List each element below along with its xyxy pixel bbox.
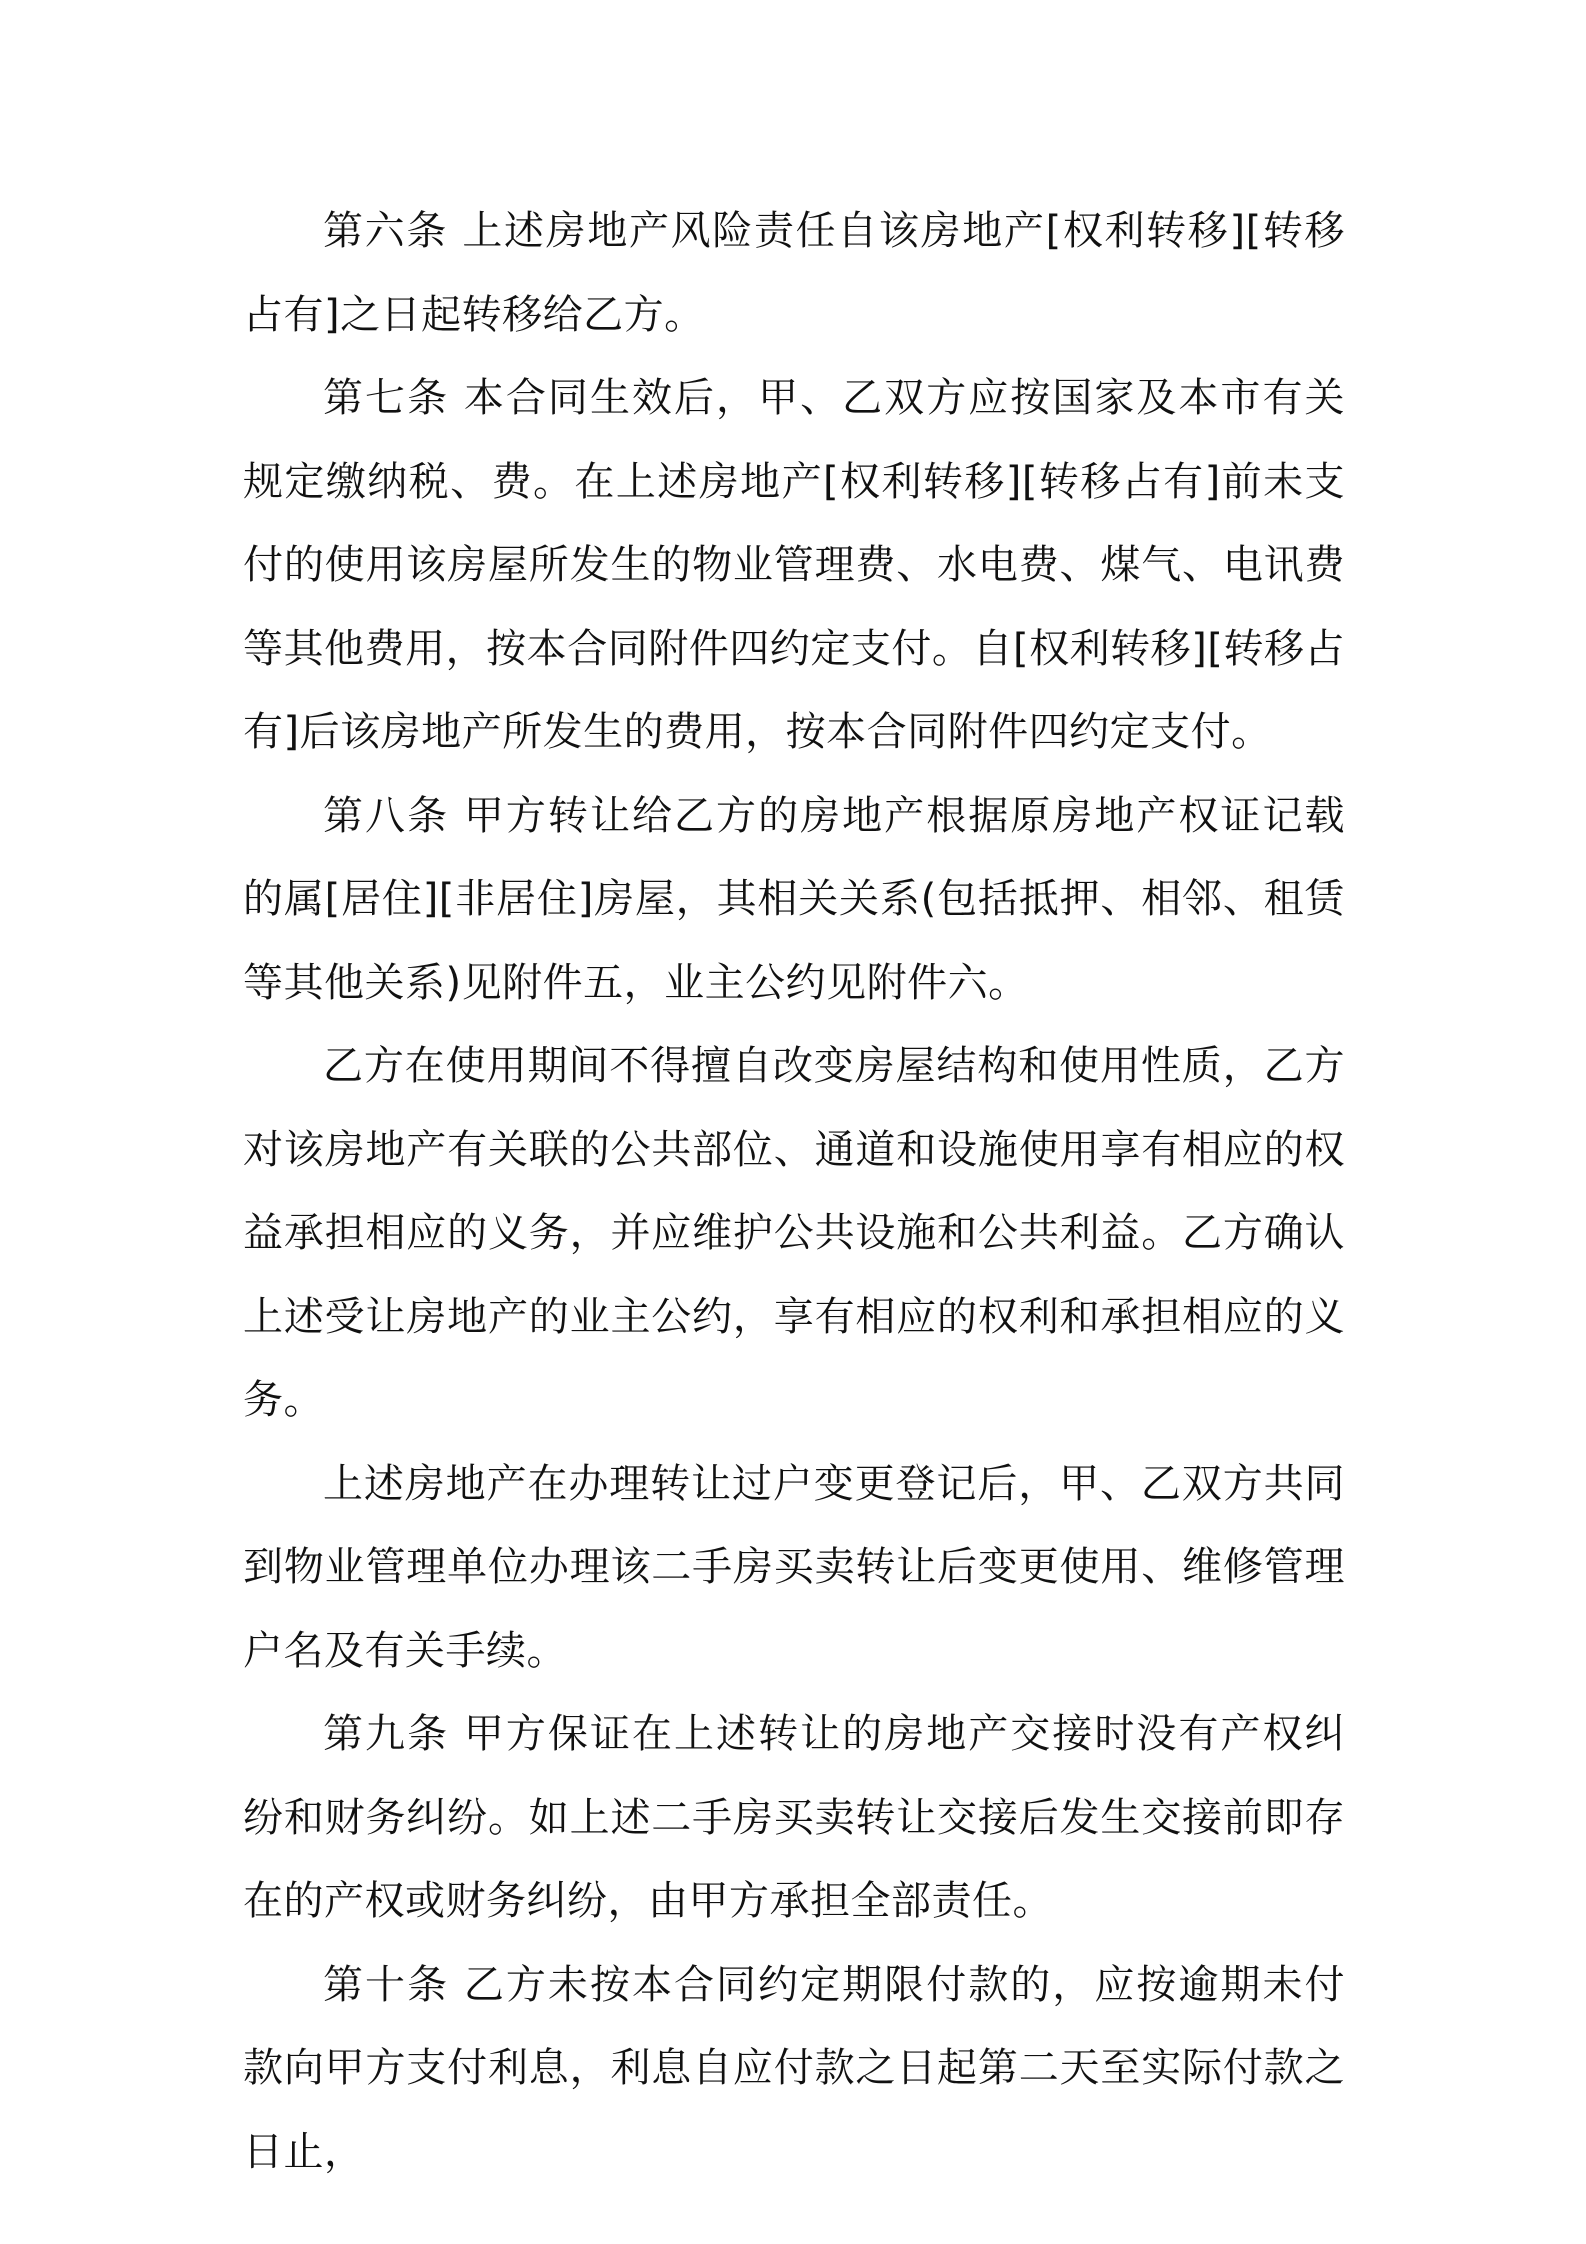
article-9-paragraph: 第九条 甲方保证在上述转让的房地产交接时没有产权纠纷和财务纠纷。如上述二手房买卖转让交接后发生交接前即存在的产权或财务纠纷，由甲方承担全部责任。	[243, 1711, 1345, 1924]
article-8-transfer-paragraph: 上述房地产在办理转让过户变更登记后，甲、乙双方共同到物业管理单位办理该二手房买卖转让后变更使用、维修管理户名及有关手续。	[243, 1460, 1345, 1674]
article-7-paragraph: 第七条 本合同生效后，甲、乙双方应按国家及本市有关规定缴纳税、费。在上述房地产[权利转移][转移占有]前未支付的使用该房屋所发生的物业管理费、水电费、煤气、电讯费等其他费用，按本合同附件四约定支付。自[权利转移][转移占有]后该房地产所发生的费用，按本合同附件四约定支付。	[243, 375, 1345, 755]
article-8-paragraph: 第八条 甲方转让给乙方的房地产根据原房地产权证记载的属[居住][非居住]房屋，其相关关系(包括抵押、相邻、租赁等其他关系)见附件五，业主公约见附件六。	[243, 792, 1345, 1006]
article-6-paragraph: 第六条 上述房地产风险责任自该房地产[权利转移][转移占有]之日起转移给乙方。	[243, 208, 1345, 338]
article-8-use-paragraph: 乙方在使用期间不得擅自改变房屋结构和使用性质，乙方对该房地产有关联的公共部位、通道和设施使用享有相应的权益承担相应的义务，并应维护公共设施和公共利益。乙方确认上述受让房地产的业主公约，享有相应的权利和承担相应的义务。	[243, 1043, 1345, 1423]
article-10-paragraph: 第十条 乙方未按本合同约定期限付款的，应按逾期未付款向甲方支付利息，利息自应付款之日起第二天至实际付款之日止，	[243, 1961, 1345, 2175]
contract-text-body	[243, 190, 1345, 2194]
